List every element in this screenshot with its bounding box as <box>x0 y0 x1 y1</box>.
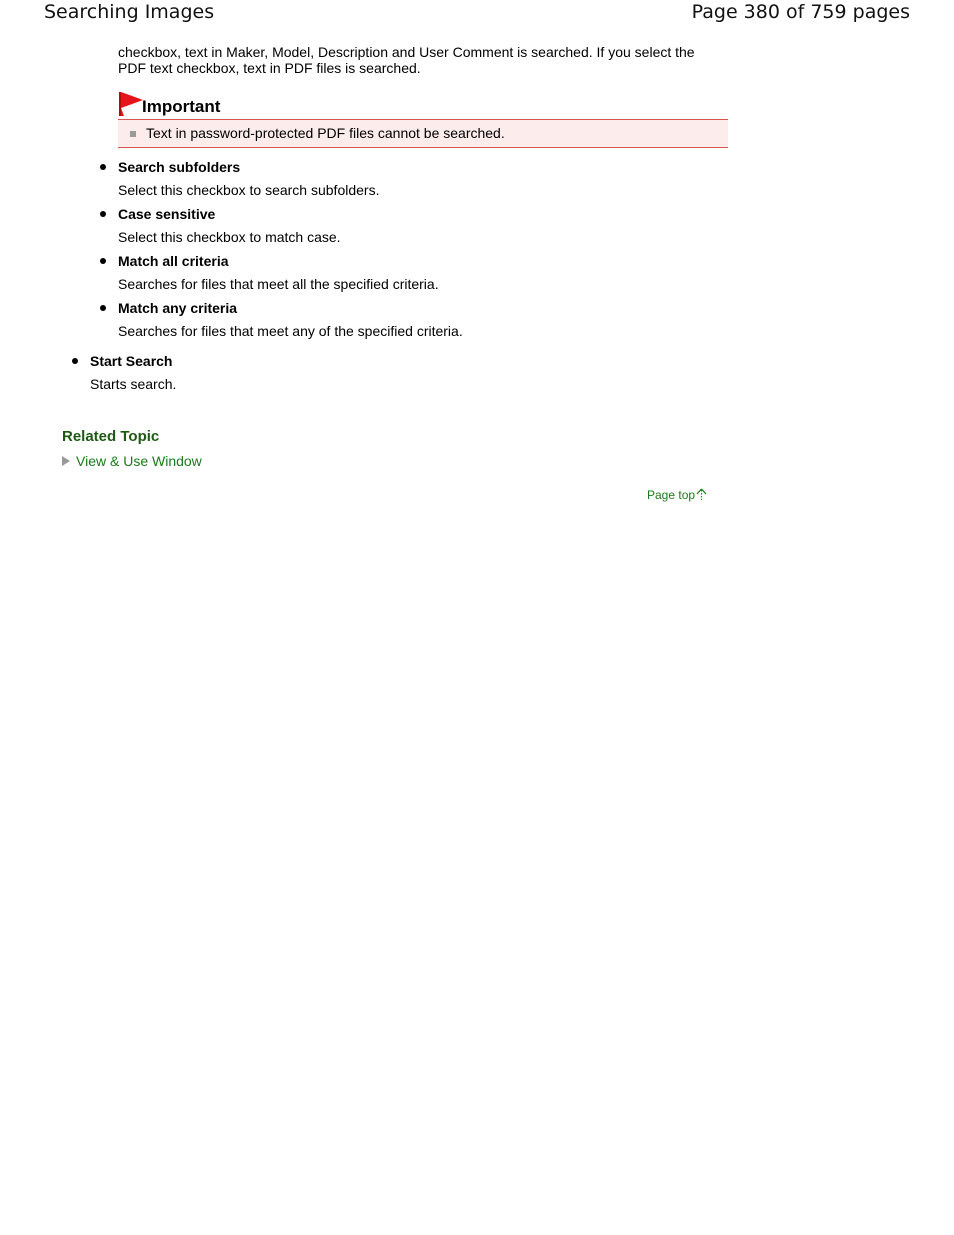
intro-paragraph <box>118 44 718 76</box>
option-label: Search subfolders <box>118 159 241 175</box>
important-notice <box>118 91 728 148</box>
intro-line-2: PDF text checkbox, text in PDF files is searched. <box>118 60 421 76</box>
bullet-icon <box>72 358 78 364</box>
important-item: Text in password-protected PDF files cannot be searched. <box>146 125 505 141</box>
arrow-up-icon <box>696 488 707 501</box>
page-title: Searching Images <box>44 1 215 23</box>
page-counter: Page 380 of 759 pages <box>691 1 910 23</box>
bullet-icon <box>100 258 106 264</box>
option-label: Match all criteria <box>118 253 229 269</box>
bullet-icon <box>100 305 106 311</box>
square-bullet-icon <box>130 131 136 137</box>
red-flag-icon <box>118 91 144 117</box>
important-title: Important <box>142 97 221 116</box>
option-description: Select this checkbox to match case. <box>118 229 341 245</box>
option-description: Select this checkbox to search subfolders. <box>118 182 380 198</box>
triangle-right-icon <box>62 456 70 466</box>
page-top-label: Page top <box>647 488 696 502</box>
related-topic-heading: Related Topic <box>62 428 160 445</box>
bullet-icon <box>100 164 106 170</box>
option-label: Match any criteria <box>118 300 238 316</box>
bullet-icon <box>100 211 106 217</box>
important-box <box>118 119 728 148</box>
item-label: Start Search <box>90 353 173 369</box>
option-label: Case sensitive <box>118 206 216 222</box>
option-description: Searches for files that meet all the specified criteria. <box>118 276 439 292</box>
view-use-window-link[interactable]: View & Use Window <box>76 453 202 469</box>
option-description: Searches for files that meet any of the specified criteria. <box>118 323 463 339</box>
page-top-link[interactable] <box>647 487 707 503</box>
important-header <box>118 91 728 119</box>
intro-line-1: checkbox, text in Maker, Model, Description and User Comment is searched. If you select the <box>118 44 695 60</box>
item-description: Starts search. <box>90 376 177 392</box>
